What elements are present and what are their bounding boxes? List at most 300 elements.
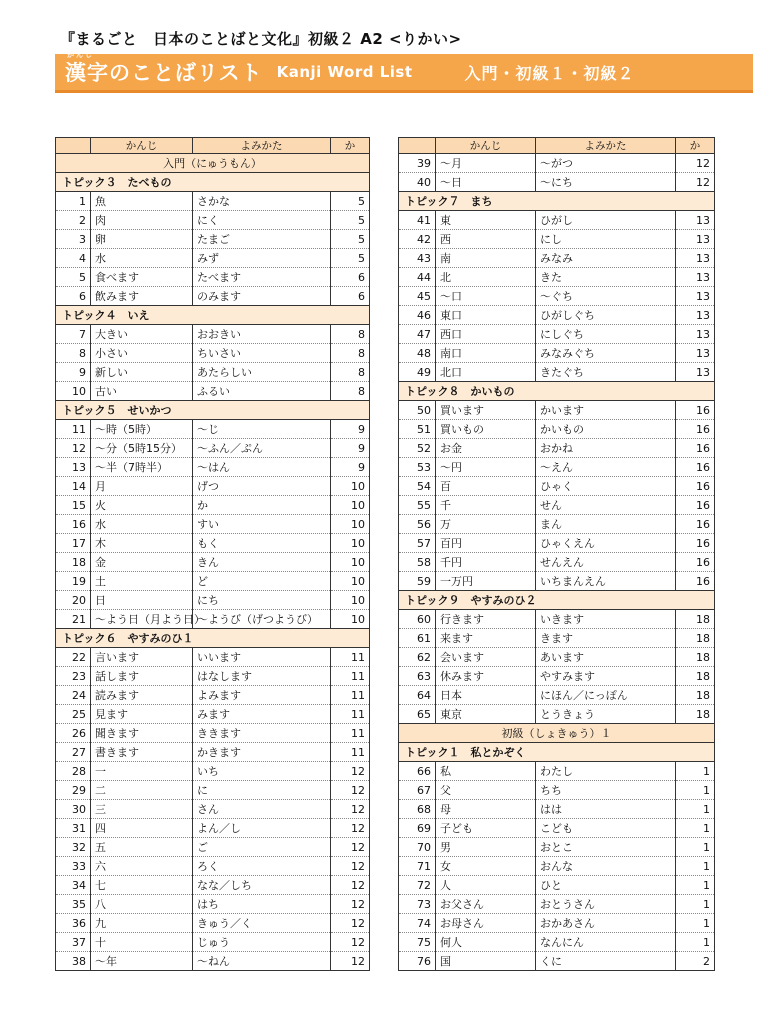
row-yomikata: かきます (193, 743, 331, 762)
row-number: 16 (56, 515, 91, 534)
topic-header-row (56, 629, 370, 648)
table-row (399, 230, 715, 249)
topic-header-row (56, 306, 370, 325)
row-number: 4 (56, 249, 91, 268)
row-kanji: 聞きます (91, 724, 193, 743)
topic-title: トピック１ 私とかぞく (399, 743, 715, 762)
row-kanji: 水 (91, 515, 193, 534)
row-kanji: 一 (91, 762, 193, 781)
header-yomikata: よみかた (193, 138, 331, 154)
row-kanji: 肉 (91, 211, 193, 230)
table-row (56, 781, 370, 800)
row-kanji: 国 (436, 952, 536, 971)
row-number: 18 (56, 553, 91, 572)
row-number: 20 (56, 591, 91, 610)
row-lesson: 12 (331, 819, 370, 838)
row-number: 57 (399, 534, 436, 553)
row-lesson: 12 (331, 895, 370, 914)
row-number: 26 (56, 724, 91, 743)
row-kanji: 買いもの (436, 420, 536, 439)
row-kanji: 飲みます (91, 287, 193, 306)
table-row (399, 914, 715, 933)
table-row (56, 876, 370, 895)
table-row (399, 154, 715, 173)
row-number: 29 (56, 781, 91, 800)
row-lesson: 8 (331, 382, 370, 401)
table-row (399, 895, 715, 914)
row-yomikata: あたらしい (193, 363, 331, 382)
row-yomikata: か (193, 496, 331, 515)
row-lesson: 8 (331, 363, 370, 382)
row-lesson: 18 (676, 667, 715, 686)
row-lesson: 5 (331, 249, 370, 268)
row-lesson: 6 (331, 287, 370, 306)
book-title: 『まるごと 日本のことばと文化』初級２ A2 <りかい> (60, 30, 462, 48)
table-row (399, 610, 715, 629)
table-row (56, 819, 370, 838)
row-number: 30 (56, 800, 91, 819)
row-yomikata: よみます (193, 686, 331, 705)
row-lesson: 10 (331, 534, 370, 553)
row-lesson: 1 (676, 800, 715, 819)
row-yomikata: きます (536, 629, 676, 648)
row-kanji: 食べます (91, 268, 193, 287)
row-yomikata: とうきょう (536, 705, 676, 724)
row-yomikata: ～がつ (536, 154, 676, 173)
row-yomikata: もく (193, 534, 331, 553)
table-row (56, 420, 370, 439)
table-row (56, 914, 370, 933)
row-number: 59 (399, 572, 436, 591)
row-number: 71 (399, 857, 436, 876)
row-lesson: 10 (331, 553, 370, 572)
row-number: 10 (56, 382, 91, 401)
word-table-right (398, 137, 715, 971)
banner-ruby: かんじ (67, 51, 94, 59)
row-lesson: 11 (331, 648, 370, 667)
row-kanji: 言います (91, 648, 193, 667)
row-kanji: 万 (436, 515, 536, 534)
row-kanji: 見ます (91, 705, 193, 724)
topic-header-row (399, 591, 715, 610)
row-kanji: 小さい (91, 344, 193, 363)
row-kanji: 卵 (91, 230, 193, 249)
table-row (399, 496, 715, 515)
row-kanji: ～分（5時15分） (91, 439, 193, 458)
row-yomikata: わたし (536, 762, 676, 781)
row-lesson: 16 (676, 458, 715, 477)
table-row (399, 819, 715, 838)
row-lesson: 5 (331, 192, 370, 211)
row-lesson: 5 (331, 211, 370, 230)
row-yomikata: おかね (536, 439, 676, 458)
table-row (56, 325, 370, 344)
row-kanji: 母 (436, 800, 536, 819)
row-yomikata: いちまんえん (536, 572, 676, 591)
row-lesson: 18 (676, 705, 715, 724)
row-lesson: 16 (676, 496, 715, 515)
row-yomikata: おおきい (193, 325, 331, 344)
row-lesson: 16 (676, 572, 715, 591)
row-lesson: 10 (331, 591, 370, 610)
topic-title: トピック９ やすみのひ２ (399, 591, 715, 610)
row-lesson: 8 (331, 344, 370, 363)
row-yomikata: きたぐち (536, 363, 676, 382)
header-ka: か (676, 138, 715, 154)
row-kanji: 休みます (436, 667, 536, 686)
table-row (399, 705, 715, 724)
row-number: 67 (399, 781, 436, 800)
table-row (56, 800, 370, 819)
row-yomikata: ろく (193, 857, 331, 876)
row-number: 27 (56, 743, 91, 762)
row-number: 11 (56, 420, 91, 439)
table-row (399, 553, 715, 572)
header-yomikata: よみかた (536, 138, 676, 154)
row-lesson: 13 (676, 287, 715, 306)
row-yomikata: あいます (536, 648, 676, 667)
row-number: 40 (399, 173, 436, 192)
table-row (399, 572, 715, 591)
row-kanji: 月 (91, 477, 193, 496)
table-row (56, 762, 370, 781)
row-number: 44 (399, 268, 436, 287)
row-kanji: 四 (91, 819, 193, 838)
table-row (56, 743, 370, 762)
row-yomikata: まん (536, 515, 676, 534)
row-number: 42 (399, 230, 436, 249)
row-yomikata: おとこ (536, 838, 676, 857)
table-header-row (399, 138, 715, 154)
row-lesson: 10 (331, 610, 370, 629)
row-yomikata: ～ようび（げつようび） (193, 610, 331, 629)
row-number: 32 (56, 838, 91, 857)
row-number: 13 (56, 458, 91, 477)
row-kanji: 書きます (91, 743, 193, 762)
row-lesson: 10 (331, 572, 370, 591)
row-number: 21 (56, 610, 91, 629)
row-yomikata: のみます (193, 287, 331, 306)
row-kanji: ～口 (436, 287, 536, 306)
table-row (56, 211, 370, 230)
title-banner (55, 51, 753, 93)
table-row (56, 648, 370, 667)
row-yomikata: にほん／にっぽん (536, 686, 676, 705)
row-number: 33 (56, 857, 91, 876)
table-row (56, 287, 370, 306)
row-kanji: ～半（7時半） (91, 458, 193, 477)
row-kanji: 会います (436, 648, 536, 667)
row-yomikata: ～じ (193, 420, 331, 439)
row-yomikata: ひゃくえん (536, 534, 676, 553)
row-yomikata: せんえん (536, 553, 676, 572)
row-kanji: 買います (436, 401, 536, 420)
row-lesson: 1 (676, 895, 715, 914)
row-lesson: 12 (331, 857, 370, 876)
row-kanji: 何人 (436, 933, 536, 952)
row-lesson: 5 (331, 230, 370, 249)
table-row (399, 667, 715, 686)
row-yomikata: にち (193, 591, 331, 610)
row-lesson: 13 (676, 211, 715, 230)
row-yomikata: ～ふん／ぷん (193, 439, 331, 458)
table-row (399, 534, 715, 553)
row-kanji: ～年 (91, 952, 193, 971)
table-row (56, 686, 370, 705)
row-yomikata: にく (193, 211, 331, 230)
row-number: 55 (399, 496, 436, 515)
row-yomikata: ききます (193, 724, 331, 743)
row-kanji: 行きます (436, 610, 536, 629)
row-number: 54 (399, 477, 436, 496)
row-kanji: お金 (436, 439, 536, 458)
table-row (399, 420, 715, 439)
row-kanji: ～日 (436, 173, 536, 192)
header-kanji: かんじ (91, 138, 193, 154)
row-number: 76 (399, 952, 436, 971)
row-kanji: 南口 (436, 344, 536, 363)
header-number (56, 138, 91, 154)
row-lesson: 13 (676, 344, 715, 363)
row-number: 73 (399, 895, 436, 914)
banner-title: 漢字のことばリスト (65, 61, 263, 85)
table-row (56, 933, 370, 952)
table-row (56, 268, 370, 287)
table-row (56, 439, 370, 458)
table-row (399, 439, 715, 458)
row-yomikata: なんにん (536, 933, 676, 952)
table-row (56, 895, 370, 914)
row-kanji: 東京 (436, 705, 536, 724)
table-row (399, 800, 715, 819)
row-number: 19 (56, 572, 91, 591)
row-lesson: 8 (331, 325, 370, 344)
row-number: 74 (399, 914, 436, 933)
row-yomikata: はなします (193, 667, 331, 686)
row-number: 7 (56, 325, 91, 344)
row-lesson: 1 (676, 857, 715, 876)
row-yomikata: きん (193, 553, 331, 572)
row-number: 53 (399, 458, 436, 477)
row-lesson: 16 (676, 534, 715, 553)
row-lesson: 10 (331, 477, 370, 496)
table-row (56, 591, 370, 610)
table-row (399, 648, 715, 667)
row-number: 62 (399, 648, 436, 667)
row-lesson: 1 (676, 819, 715, 838)
table-row (399, 857, 715, 876)
topic-title: トピック３ たべもの (56, 173, 370, 192)
row-yomikata: みます (193, 705, 331, 724)
row-yomikata: すい (193, 515, 331, 534)
row-lesson: 6 (331, 268, 370, 287)
table-row (399, 686, 715, 705)
row-kanji: 十 (91, 933, 193, 952)
row-yomikata: くに (536, 952, 676, 971)
row-lesson: 16 (676, 477, 715, 496)
row-kanji: 話します (91, 667, 193, 686)
word-table-left (55, 137, 370, 971)
row-kanji: 五 (91, 838, 193, 857)
row-number: 47 (399, 325, 436, 344)
row-yomikata: こども (536, 819, 676, 838)
row-kanji: 八 (91, 895, 193, 914)
row-lesson: 1 (676, 762, 715, 781)
table-row (399, 363, 715, 382)
row-lesson: 18 (676, 629, 715, 648)
row-yomikata: いきます (536, 610, 676, 629)
row-lesson: 1 (676, 838, 715, 857)
row-yomikata: ひゃく (536, 477, 676, 496)
row-yomikata: にし (536, 230, 676, 249)
row-number: 66 (399, 762, 436, 781)
row-lesson: 1 (676, 781, 715, 800)
row-number: 70 (399, 838, 436, 857)
row-lesson: 9 (331, 439, 370, 458)
row-kanji: 日本 (436, 686, 536, 705)
row-yomikata: せん (536, 496, 676, 515)
table-row (56, 553, 370, 572)
row-kanji: 水 (91, 249, 193, 268)
row-lesson: 12 (331, 933, 370, 952)
row-kanji: 日 (91, 591, 193, 610)
row-kanji: ～よう日（月よう日） (91, 610, 193, 629)
row-yomikata: ふるい (193, 382, 331, 401)
row-lesson: 13 (676, 230, 715, 249)
row-lesson: 13 (676, 268, 715, 287)
row-number: 28 (56, 762, 91, 781)
row-yomikata: ～にち (536, 173, 676, 192)
row-kanji: 東 (436, 211, 536, 230)
table-row (56, 572, 370, 591)
row-kanji: 二 (91, 781, 193, 800)
row-kanji: ～月 (436, 154, 536, 173)
row-lesson: 11 (331, 667, 370, 686)
topic-title: トピック４ いえ (56, 306, 370, 325)
row-number: 31 (56, 819, 91, 838)
row-lesson: 13 (676, 306, 715, 325)
row-yomikata: きた (536, 268, 676, 287)
row-yomikata: さかな (193, 192, 331, 211)
row-kanji: 女 (436, 857, 536, 876)
row-kanji: 火 (91, 496, 193, 515)
table-row (399, 173, 715, 192)
header-kanji: かんじ (436, 138, 536, 154)
row-yomikata: ～はん (193, 458, 331, 477)
row-yomikata: たまご (193, 230, 331, 249)
row-number: 68 (399, 800, 436, 819)
table-row (56, 534, 370, 553)
row-kanji: 大きい (91, 325, 193, 344)
row-number: 49 (399, 363, 436, 382)
row-yomikata: さん (193, 800, 331, 819)
row-yomikata: いち (193, 762, 331, 781)
header-number (399, 138, 436, 154)
row-yomikata: ひがしぐち (536, 306, 676, 325)
topic-header-row (56, 173, 370, 192)
row-kanji: 三 (91, 800, 193, 819)
row-kanji: 千円 (436, 553, 536, 572)
row-yomikata: ちいさい (193, 344, 331, 363)
row-lesson: 16 (676, 401, 715, 420)
row-lesson: 9 (331, 458, 370, 477)
table-row (399, 458, 715, 477)
table-row (399, 629, 715, 648)
row-lesson: 12 (331, 876, 370, 895)
row-yomikata: かいもの (536, 420, 676, 439)
table-row (399, 762, 715, 781)
row-number: 61 (399, 629, 436, 648)
table-row (399, 515, 715, 534)
row-lesson: 11 (331, 686, 370, 705)
row-lesson: 9 (331, 420, 370, 439)
row-number: 48 (399, 344, 436, 363)
row-kanji: 七 (91, 876, 193, 895)
row-lesson: 11 (331, 705, 370, 724)
row-yomikata: みなみぐち (536, 344, 676, 363)
topic-title: トピック５ せいかつ (56, 401, 370, 420)
row-lesson: 12 (331, 914, 370, 933)
row-number: 58 (399, 553, 436, 572)
row-kanji: 父 (436, 781, 536, 800)
row-lesson: 18 (676, 686, 715, 705)
row-lesson: 10 (331, 515, 370, 534)
row-number: 25 (56, 705, 91, 724)
row-yomikata: みず (193, 249, 331, 268)
row-number: 2 (56, 211, 91, 230)
row-number: 1 (56, 192, 91, 211)
row-yomikata: みなみ (536, 249, 676, 268)
row-number: 60 (399, 610, 436, 629)
row-number: 37 (56, 933, 91, 952)
row-number: 45 (399, 287, 436, 306)
row-number: 23 (56, 667, 91, 686)
row-number: 52 (399, 439, 436, 458)
row-number: 14 (56, 477, 91, 496)
row-kanji: 魚 (91, 192, 193, 211)
row-number: 75 (399, 933, 436, 952)
table-row (56, 363, 370, 382)
row-yomikata: なな／しち (193, 876, 331, 895)
row-yomikata: きゅう／く (193, 914, 331, 933)
row-kanji: 西口 (436, 325, 536, 344)
row-number: 36 (56, 914, 91, 933)
row-lesson: 1 (676, 876, 715, 895)
row-number: 6 (56, 287, 91, 306)
row-lesson: 12 (331, 781, 370, 800)
row-number: 64 (399, 686, 436, 705)
row-number: 65 (399, 705, 436, 724)
table-row (56, 249, 370, 268)
row-kanji: 百 (436, 477, 536, 496)
row-lesson: 18 (676, 610, 715, 629)
row-number: 63 (399, 667, 436, 686)
row-number: 22 (56, 648, 91, 667)
row-lesson: 18 (676, 648, 715, 667)
row-kanji: 来ます (436, 629, 536, 648)
banner-english-title: Kanji Word List (276, 63, 413, 81)
row-yomikata: ちち (536, 781, 676, 800)
topic-header-row (399, 382, 715, 401)
topic-title: トピック６ やすみのひ１ (56, 629, 370, 648)
table-row (399, 952, 715, 971)
row-lesson: 16 (676, 439, 715, 458)
table-row (56, 344, 370, 363)
row-lesson: 11 (331, 724, 370, 743)
topic-header-row (56, 401, 370, 420)
section-title: 入門（にゅうもん） (56, 154, 370, 173)
row-lesson: 1 (676, 933, 715, 952)
